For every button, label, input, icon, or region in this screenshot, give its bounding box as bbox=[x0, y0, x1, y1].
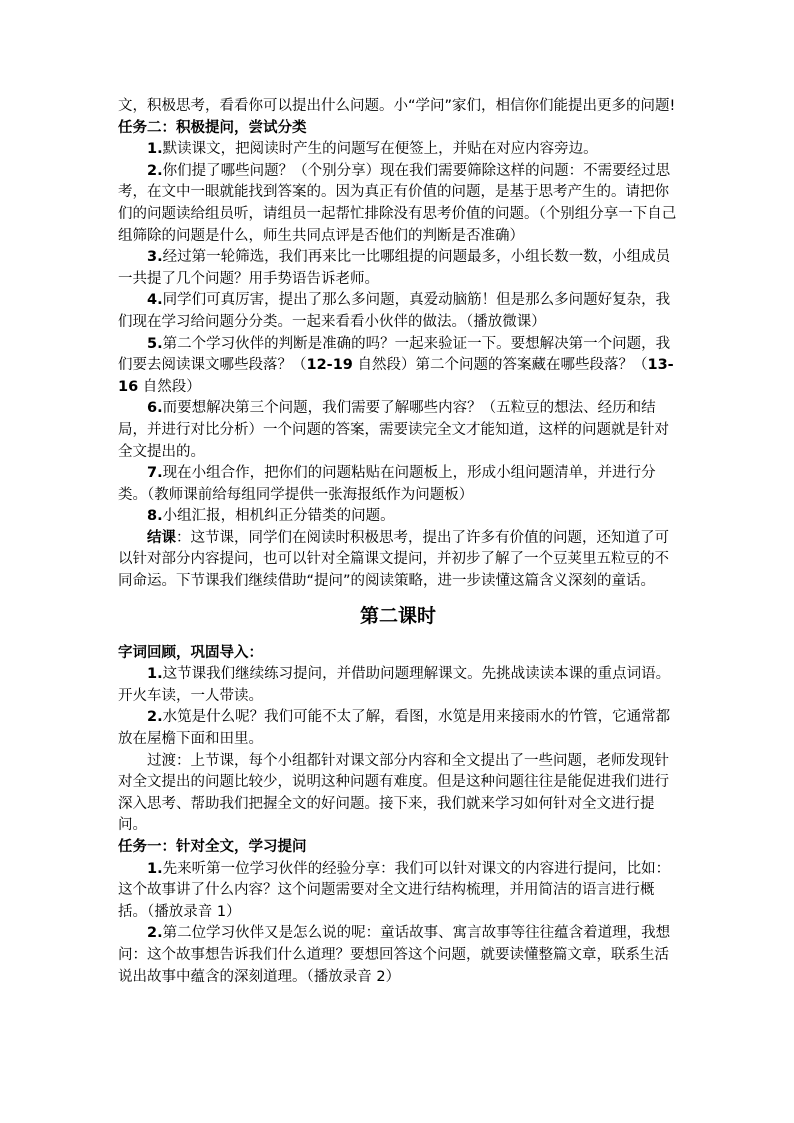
item-number: 6. bbox=[147, 400, 163, 417]
paragraph-range: 12-19 bbox=[306, 357, 353, 374]
item-text: 经过第一轮筛选，我们再来比一比哪组提的问题最多，小组长数一数，小组成员一共提了几个问题？用手势语告诉老师。 bbox=[118, 249, 671, 287]
item-text: 现在小组合作，把你们的问题粘贴在问题板上，形成小组问题清单，并进行分类。（教师课前给每组同学提供一张海报纸作为问题板） bbox=[118, 465, 656, 503]
item-text-cont: 自然段）第二个问题的答案藏在哪些段落？（ bbox=[352, 357, 648, 374]
item-text: 小组汇报，相机纠正分错类的问题。 bbox=[162, 508, 395, 525]
conclusion-label: 结课 bbox=[147, 529, 176, 546]
review-item-1 bbox=[118, 664, 678, 707]
item-number: 2. bbox=[147, 925, 163, 942]
item-number: 3. bbox=[147, 249, 163, 266]
item-number: 5. bbox=[147, 335, 163, 352]
item-number: 1. bbox=[147, 860, 163, 877]
task2-item-7 bbox=[118, 463, 678, 506]
review-heading: 字词回顾，巩固导入： bbox=[118, 644, 263, 661]
task2-item-4 bbox=[118, 290, 678, 333]
item-number: 4. bbox=[147, 292, 163, 309]
task1-item-2 bbox=[118, 923, 678, 988]
lesson2-title: 第二课时 bbox=[359, 604, 436, 627]
item-text: 你们提了哪些问题？（个别分享）现在我们需要筛除这样的问题：不需要经过思考，在文中一眼就能找到答案的。因为真正有价值的问题，是基于思考产生的。请把你们的问题读给组员听，请组员一起帮忙排除没有思考价值的问题。（个别组分享一下自己组筛除的问题是什么，师生共同点评是否他们的判断是否准确） bbox=[118, 162, 677, 244]
item-number: 8. bbox=[147, 508, 163, 525]
review-item-2 bbox=[118, 707, 678, 750]
item-number: 7. bbox=[147, 465, 163, 482]
item-number: 2. bbox=[147, 162, 163, 179]
review-transition bbox=[118, 751, 678, 837]
task2-heading: 任务二：积极提问，尝试分类 bbox=[118, 119, 307, 136]
item-number: 1. bbox=[147, 666, 163, 683]
task2-conclusion bbox=[118, 528, 678, 593]
item-text: 水笕是什么呢？我们可能不太了解，看图，水笕是用来接雨水的竹管，它通常都放在屋檐下面和田里。 bbox=[118, 709, 671, 748]
item-number: 2. bbox=[147, 709, 163, 726]
item-text: 第二个学习伙伴的判断是准确的吗？一起来验证一下。要想解决第一个问题，我们要去阅读课文哪些段落？（ bbox=[118, 335, 671, 374]
document-body bbox=[118, 96, 678, 988]
task2-item-2 bbox=[118, 161, 678, 247]
item-text: 第二位学习伙伴又是怎么说的呢：童话故事、寓言故事等往往蕴含着道理，我想问：这个故事想告诉我们什么道理？要想回答这个问题，就要读懂整篇文章，联系生活说出故事中蕴含的深刻道理。（播放录音 2） bbox=[118, 925, 671, 985]
item-text: 默读课文，把阅读时产生的问题写在便签上，并贴在对应内容旁边。 bbox=[162, 141, 598, 158]
item-text: 而要想解决第三个问题，我们需要了解哪些内容？（五粒豆的想法、经历和结局，并进行对比分析）一个问题的答案，需要读完全文才能知道，这样的问题就是针对全文提出的。 bbox=[118, 400, 669, 460]
task2-item-1 bbox=[118, 139, 678, 161]
task2-item-6 bbox=[118, 398, 678, 463]
item-text: 先来听第一位学习伙伴的经验分享：我们可以针对课文的内容进行提问，比如：这个故事讲了什么内容？这个问题需要对全文进行结构梳理，并用简洁的语言进行概括。（播放录音 1） bbox=[118, 860, 671, 920]
task1-item-1 bbox=[118, 859, 678, 924]
item-text: 同学们可真厉害，提出了那么多问题，真爱动脑筋！但是那么多问题好复杂，我们现在学习给问题分分类。一起来看看小伙伴的做法。（播放微课） bbox=[118, 292, 671, 330]
transition-label: 过渡 bbox=[147, 752, 176, 769]
item-text: 这节课我们继续练习提问，并借助问题理解课文。先挑战读读本课的重点词语。开火车读，一人带读。 bbox=[118, 666, 671, 704]
task2-item-3 bbox=[118, 247, 678, 290]
conclusion-text: ：这节课，同学们在阅读时积极思考，提出了许多有价值的问题，还知道了可以针对部分内容提问，也可以针对全篇课文提问，并初步了解了一个豆荚里五粒豆的不同命运。下节课我们继续借助“提问”的阅读策略，进一步读懂这篇含义深刻的童话。 bbox=[118, 529, 669, 590]
task1-heading: 任务一：针对全文，学习提问 bbox=[118, 839, 307, 855]
task2-item-5 bbox=[118, 334, 678, 399]
item-number: 1. bbox=[147, 141, 163, 158]
intro-paragraph: 文，积极思考，看看你可以提出什么问题。小“学问”家们，相信你们能提出更多的问题! bbox=[118, 98, 676, 114]
item-text-cont: 自然段） bbox=[138, 378, 201, 395]
transition-text: ：上节课，每个小组都针对课文部分内容和全文提出了一些问题，老师发现针对全文提出的问题比较少，说明这种问题有难度。但是这种问题往往是能促进我们进行深入思考、帮助我们把握全文的好问题。接下来，我们就来学习如何针对全文进行提问。 bbox=[118, 752, 669, 834]
paragraph-range: 13-16 bbox=[118, 357, 674, 395]
task2-item-8 bbox=[118, 506, 678, 528]
